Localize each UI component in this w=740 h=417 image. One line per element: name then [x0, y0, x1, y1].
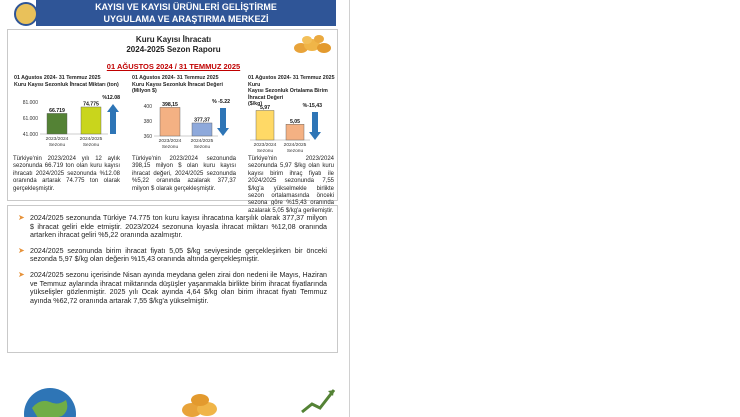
summary-bullet: [18, 271, 327, 305]
chart-price: [244, 100, 338, 154]
data-label: 398,15: [162, 101, 178, 108]
y-tick-label: 41.000: [22, 132, 38, 138]
y-tick-label: 400: [143, 104, 152, 110]
category-label: 2023/2024: [253, 143, 277, 148]
chart-value: [128, 96, 240, 152]
bar: [256, 110, 274, 140]
decrease-arrow-icon: [217, 108, 229, 136]
y-tick-label: 380: [143, 119, 152, 125]
chart-value-title-line2: Kuru Kayısı Sezonluk İhracat Değeri: [132, 81, 223, 88]
increase-arrow-icon: [107, 104, 119, 134]
paragraph-price: Türkiye'nin 2023/2024 sezonunda 5,97 $/kg olan kuru kayısı birim ihraç fiyatı ile 2024/2025 sezonunda 7,55 $/kg'a yükselmekle birlikte sezon ortalamasında önceki sezona göre %15,43 oranında azalarak 5,05 $/kg'a gerilemiştir.: [248, 156, 334, 214]
report-period: 01 AĞUSTOS 2024 / 31 TEMMUZ 2025: [106, 62, 241, 71]
summary-bullet: [18, 214, 327, 240]
chart-value-title-line3: (Milyon $): [132, 88, 157, 94]
chart-price-title-line1: 01 Ağustos 2024- 31 Temmuz 2025 Kuru: [248, 75, 335, 88]
summary-bullet-text: 2024/2025 sezonu içerisinde Nisan ayında meydana gelen zirai don nedeni ile Mayıs, Haziran ve Temmuz aylarında ihracat miktarında düşüşler yaşanmakla birlikte birim ihracat fiyatlarında yükselişler gözlenmiştir. 2025 yılı Ocak ayında 4,64 $/kg olan birim ihracat fiyatı Temmuz ayında %62,72 oranında artarak 7,55 $/kg'a yükselmiştir.: [30, 270, 327, 305]
paragraph-value: Türkiye'nin 2023/2024 sezonunda 398,15 milyon $ olan kuru kayısı ihracat değeri, 2024/2025 sezonunda %5,22 oranında azalarak 377,37 milyon $ olarak gerçekleşmiştir.: [132, 156, 236, 192]
chart-quantity-title-line2: Kuru Kayısı Sezonluk İhracat Miktarı (ton): [14, 81, 119, 88]
page-divider: [349, 0, 350, 417]
data-label: 5,97: [259, 104, 271, 111]
bar: [47, 113, 67, 134]
decrease-arrow-icon: [309, 112, 321, 140]
y-tick-label: 81.000: [22, 100, 38, 106]
header-title-line2: UYGULAMA VE ARAŞTIRMA MERKEZİ: [103, 14, 269, 24]
chart-quantity-title-line1: 01 Ağustos 2024- 31 Temmuz 2025: [14, 75, 101, 81]
y-tick-label: 61.000: [22, 116, 38, 122]
report-card: [7, 29, 338, 214]
bar: [192, 123, 212, 136]
chart-quantity: [10, 90, 128, 150]
y-tick-label: 360: [143, 134, 152, 140]
data-label: 74.775: [83, 101, 99, 108]
university-logo-icon: [14, 2, 38, 26]
category-label: Sezonu: [286, 149, 304, 154]
category-label: Sezonu: [161, 145, 179, 150]
chart-quantity-title: [14, 75, 129, 88]
summary-bullet-text: 2024/2025 sezonunda birim ihracat fiyatı 5,05 $/kg seviyesinde gerçekleşirken bir önceki sezonda 5,97 $/kg olan değerin %15,43 oranında altında gerçekleşmiştir.: [30, 246, 327, 264]
chart-value-title-line1: 01 Ağustos 2024- 31 Temmuz 2025: [132, 75, 219, 81]
bar: [81, 107, 101, 134]
bar: [160, 107, 180, 136]
category-label: Sezonu: [48, 143, 66, 148]
summary-bullet: [18, 247, 327, 264]
category-label: Sezonu: [256, 149, 274, 154]
bullet-arrow-icon: ➤: [18, 269, 25, 279]
dried-apricots-icon: [293, 33, 333, 55]
category-label: 2023/2024: [45, 137, 69, 142]
change-label: % -5.22: [212, 99, 230, 105]
growth-arrow-icon: [298, 382, 340, 417]
change-label: %-15,43: [302, 103, 322, 109]
header-title-line1: KAYISI VE KAYISI ÜRÜNLERİ GELİŞTİRME: [95, 2, 277, 12]
bullet-arrow-icon: ➤: [18, 245, 25, 255]
report-title-line1: Kuru Kayısı İhracatı: [135, 35, 212, 44]
category-label: 2024/2025: [190, 139, 214, 144]
bar: [286, 124, 304, 140]
data-label: 5,05: [289, 118, 301, 125]
chart-value-title: [132, 75, 242, 95]
category-label: Sezonu: [193, 145, 211, 150]
report-title-line2: 2024-2025 Sezon Raporu: [126, 45, 221, 54]
category-label: 2024/2025: [79, 137, 103, 142]
category-label: Sezonu: [82, 143, 100, 148]
change-label: %12.08: [102, 95, 120, 101]
paragraph-quantity: Türkiye'nin 2023/2024 yılı 12 aylık sezonunda 66.719 ton olan kuru kayısı ihracatı 2024/2025 sezonunda %12.08 oranında artarak 74.775 ton olarak gerçekleşmiştir.: [13, 156, 120, 192]
bullet-arrow-icon: ➤: [18, 213, 25, 222]
chart-price-title-line2: Kayısı Sezonluk Ortalama Birim İhracat Değeri: [248, 88, 328, 101]
report-title: [8, 35, 339, 55]
globe-icon: [20, 380, 80, 417]
summary-bullets: [7, 205, 338, 353]
chart-price-title-line3: ($/kg): [248, 101, 263, 107]
category-label: 2023/2024: [158, 139, 182, 144]
data-label: 66.719: [49, 107, 65, 114]
apricot-pile-icon: [180, 384, 220, 417]
header-banner: [36, 0, 336, 26]
summary-bullet-text: 2024/2025 sezonunda Türkiye 74.775 ton kuru kayısı ihracatına karşılık olarak 377,37 milyon $ ihracat geliri elde etmiştir. 2023/2024 sezonuna kıyasla ihracat miktarı %12,08 oranında artarken ihracat geliri %5,22 oranında azalmıştır.: [30, 214, 327, 240]
category-label: 2024/2025: [283, 143, 307, 148]
data-label: 377,37: [194, 117, 210, 124]
